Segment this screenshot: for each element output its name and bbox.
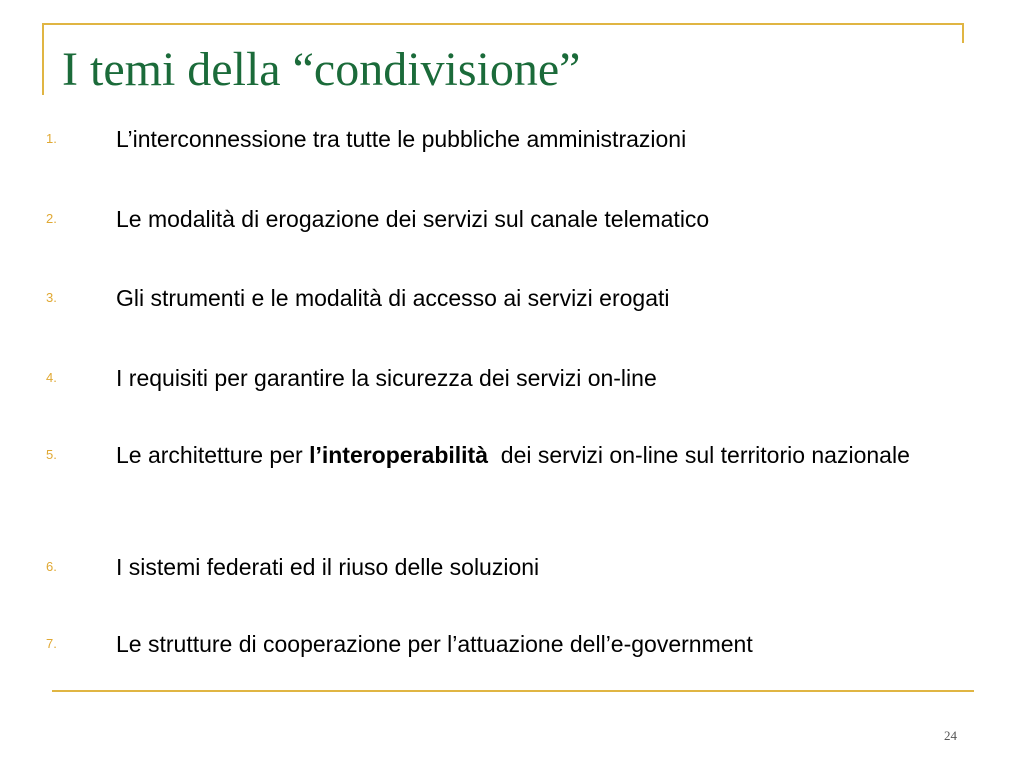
list-item-number: 6. xyxy=(46,559,57,574)
list-item-number: 2. xyxy=(46,211,57,226)
list-item-number: 5. xyxy=(46,447,57,462)
frame-left-line xyxy=(42,23,44,95)
page-number: 24 xyxy=(944,728,957,743)
frame-top-line xyxy=(42,23,964,25)
list-item-text-before: Le architetture per xyxy=(116,442,310,468)
list-item-number: 7. xyxy=(46,636,57,651)
list-item-text: L’interconnessione tra tutte le pubbliche amministrazioni xyxy=(116,126,687,152)
list-item-text: I sistemi federati ed il riuso delle soluzioni xyxy=(116,554,540,580)
list-item-number: 3. xyxy=(46,290,57,305)
slide-title: I temi della “condivisione” xyxy=(62,43,581,96)
footer-divider-line xyxy=(52,690,974,692)
frame-right-line xyxy=(962,23,964,43)
list-item-text-after: dei servizi on-line sul territorio nazionale xyxy=(488,442,910,468)
list-item-text xyxy=(116,440,916,470)
list-item-text-bold: l’interoperabilità xyxy=(309,442,488,468)
list-item-text: Le modalità di erogazione dei servizi sul canale telematico xyxy=(116,206,710,232)
list-item-text: Le strutture di cooperazione per l’attuazione dell’e-government xyxy=(116,631,753,657)
list-item-number: 1. xyxy=(46,131,57,146)
list-item-number: 4. xyxy=(46,370,57,385)
list-item-text: Gli strumenti e le modalità di accesso ai servizi erogati xyxy=(116,285,670,311)
list-item-text: I requisiti per garantire la sicurezza dei servizi on-line xyxy=(116,365,657,391)
